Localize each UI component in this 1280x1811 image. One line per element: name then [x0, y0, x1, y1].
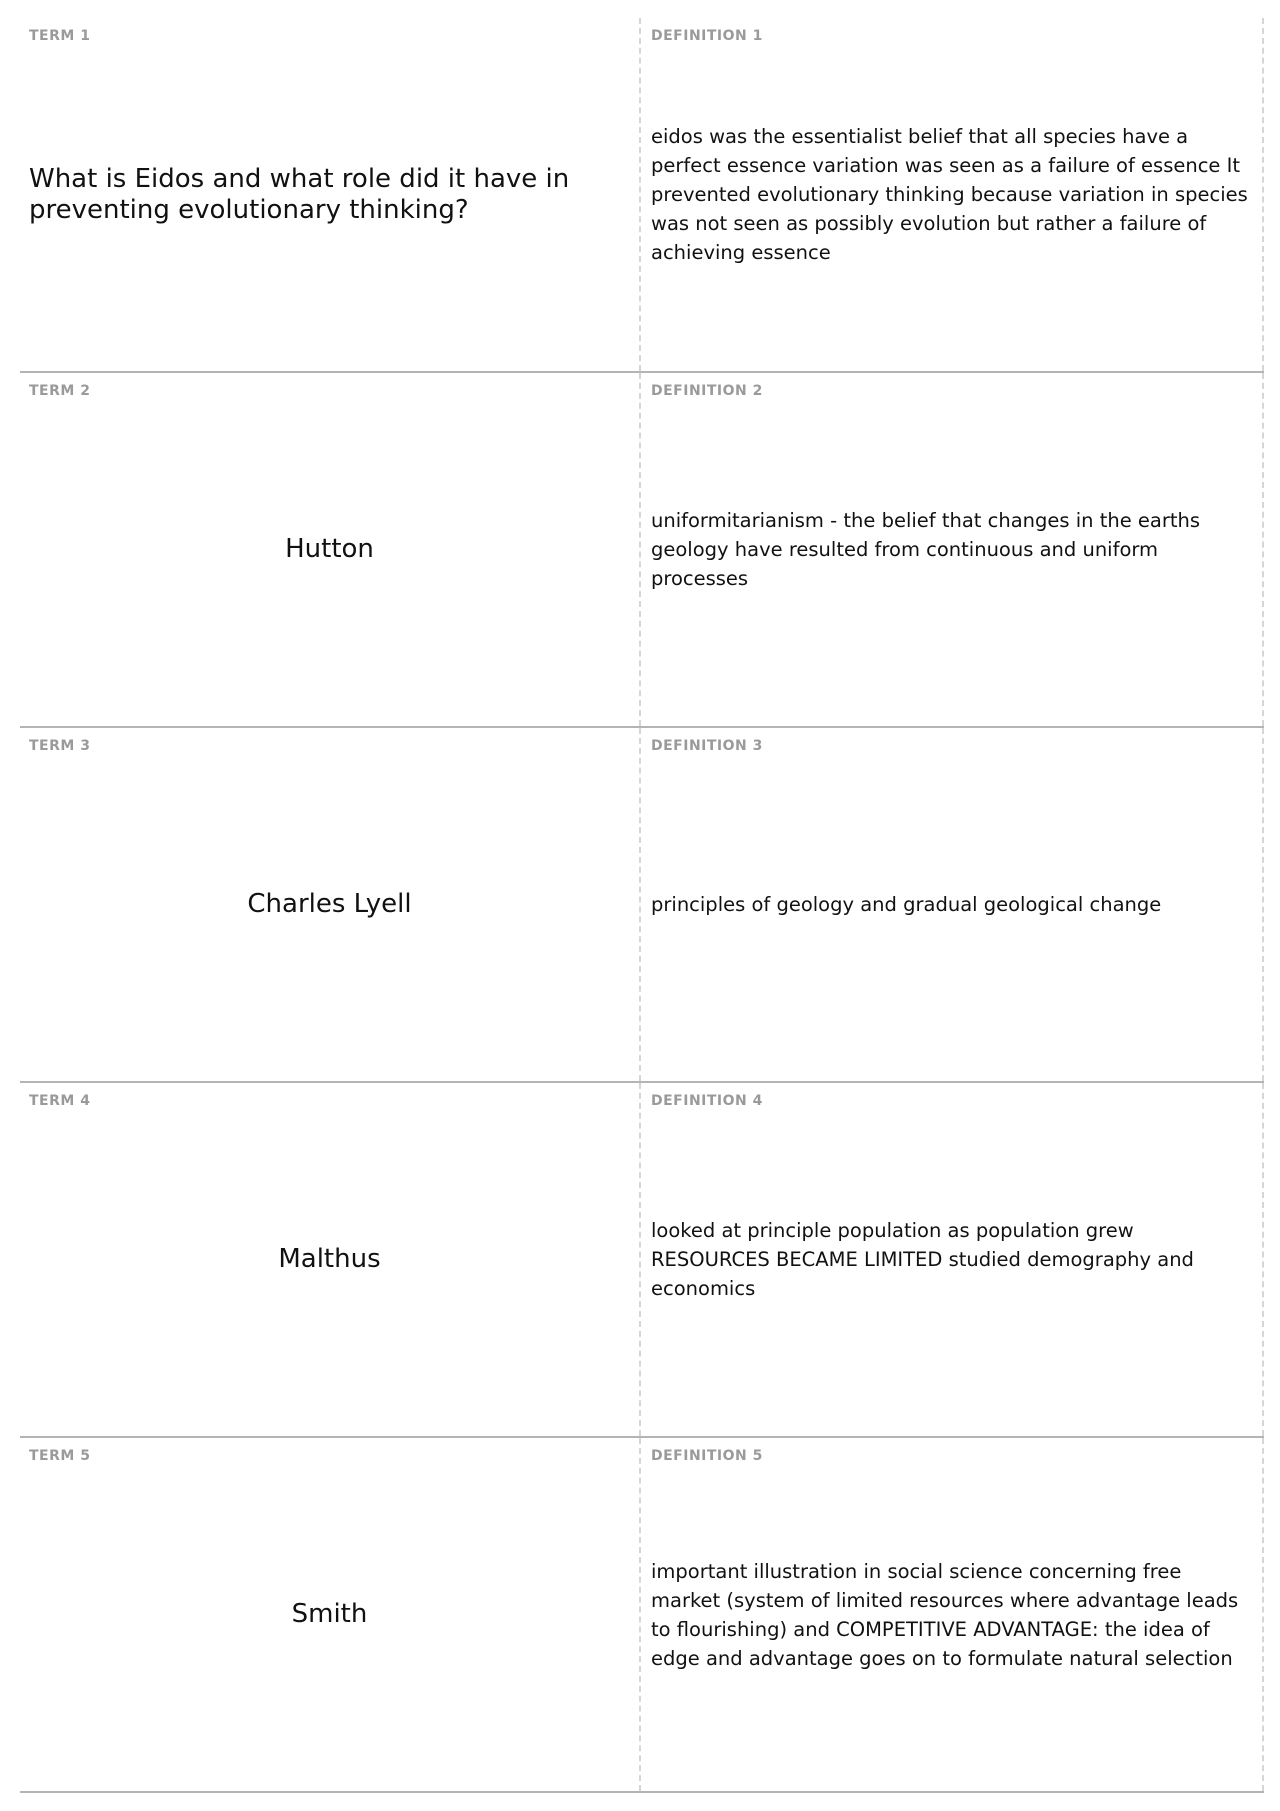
term-label-3: TERM 3: [29, 738, 91, 754]
definition-text-1: eidos was the essentialist belief that all species have a perfect essence variation was seen as a failure of essence It prevented evolutionary thinking because variation in species was not seen as possibly evolution but rather a failure of achieving essence: [651, 125, 1248, 264]
term-cell-3: [20, 728, 641, 1081]
definition-text-3: principles of geology and gradual geological change: [651, 893, 1162, 916]
definition-label-1: DEFINITION 1: [651, 28, 763, 44]
flashcard-row-3: [20, 728, 1264, 1083]
term-label-5: TERM 5: [29, 1448, 91, 1464]
term-label-2: TERM 2: [29, 383, 91, 399]
definition-cell-2: [641, 373, 1264, 726]
flashcard-row-1: [20, 18, 1264, 373]
definition-label-3: DEFINITION 3: [651, 738, 763, 754]
term-text-4: Malthus: [278, 1244, 381, 1274]
term-text-5: Smith: [291, 1599, 368, 1629]
flashcard-sheet: [20, 18, 1264, 1793]
term-text-1: What is Eidos and what role did it have in preventing evolutionary thinking?: [29, 163, 570, 225]
definition-text-5: important illustration in social science concerning free market (system of limited resources where advantage leads to flourishing) and COMPETITIVE ADVANTAGE: the idea of edge and advantage goes on to formulate natural selection: [651, 1559, 1239, 1670]
definition-text-4: looked at principle population as population grew RESOURCES BECAME LIMITED studied demography and economics: [651, 1219, 1194, 1300]
term-cell-5: [20, 1438, 641, 1791]
term-cell-1: [20, 18, 641, 371]
flashcard-row-5: [20, 1438, 1264, 1793]
definition-cell-1: [641, 18, 1264, 371]
definition-cell-5: [641, 1438, 1264, 1791]
term-label-1: TERM 1: [29, 28, 91, 44]
flashcard-row-2: [20, 373, 1264, 728]
term-cell-4: [20, 1083, 641, 1436]
definition-label-4: DEFINITION 4: [651, 1093, 763, 1109]
definition-text-2: uniformitarianism - the belief that changes in the earths geology have resulted from continuous and uniform processes: [651, 509, 1201, 590]
term-label-4: TERM 4: [29, 1093, 91, 1109]
definition-cell-3: [641, 728, 1264, 1081]
term-text-2: Hutton: [285, 534, 374, 564]
definition-label-2: DEFINITION 2: [651, 383, 763, 399]
term-text-3: Charles Lyell: [247, 889, 412, 919]
flashcard-row-4: [20, 1083, 1264, 1438]
definition-label-5: DEFINITION 5: [651, 1448, 763, 1464]
term-cell-2: [20, 373, 641, 726]
definition-cell-4: [641, 1083, 1264, 1436]
